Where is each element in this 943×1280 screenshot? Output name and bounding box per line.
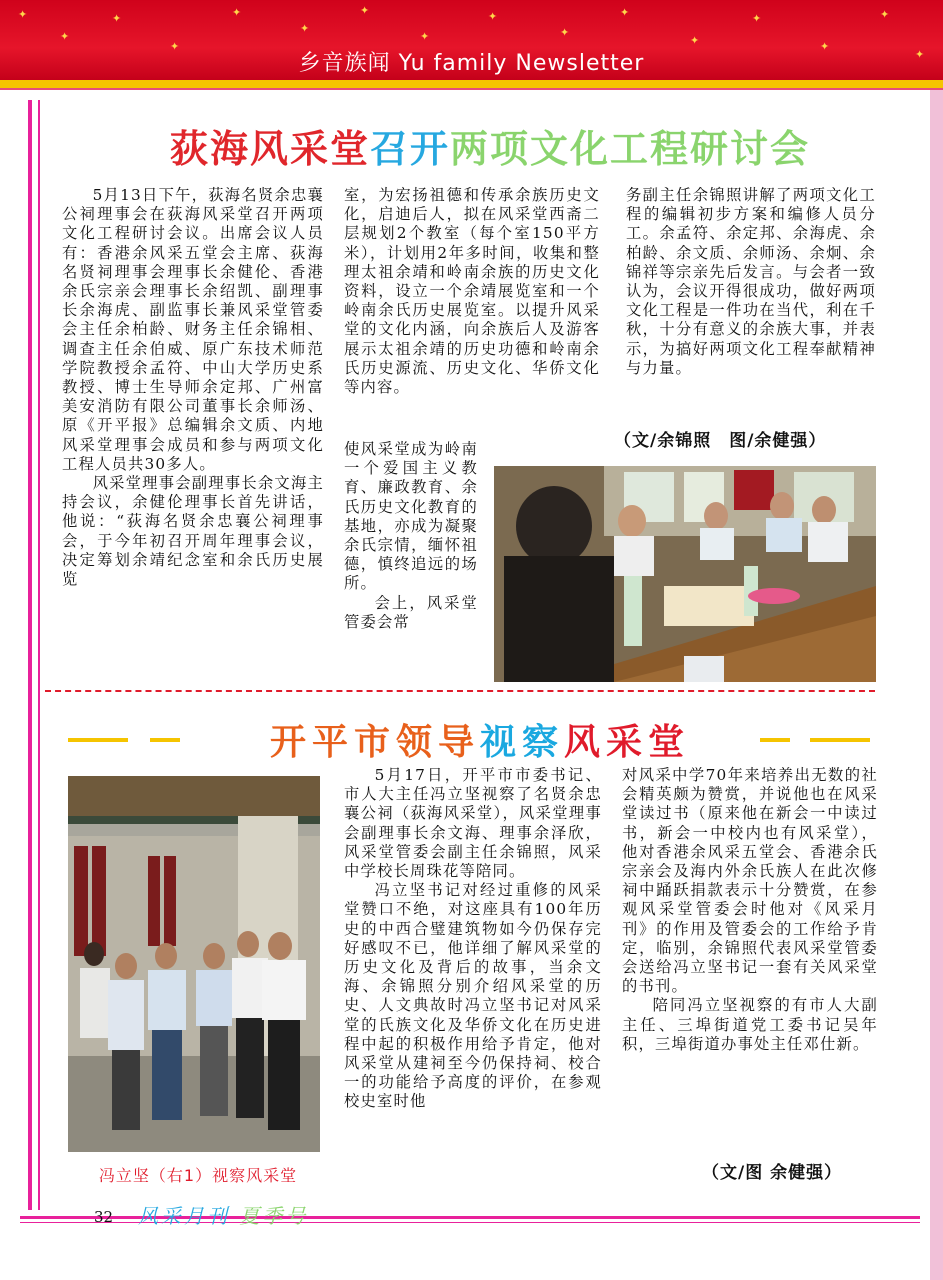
article2-column-2: [344, 766, 602, 1112]
paragraph: 室，为宏扬祖德和传承余族历史文化，启迪后人，拟在风采堂西斋二层规划2个教室（每个室150平方米），计划用2年多时间，收集和整理太祖余靖和岭南余族的历史文化资料，设立一个余靖展览室和一个岭南余氏历史展览室。以提升风采堂的文化内涵，向余族后人及游客展示太祖余靖的历史功德和岭南余氏历史源流、历史文化、华侨文化等内容。: [344, 186, 600, 397]
page-header: ✦ ✦ ✦ ✦ ✦ ✦ ✦ ✦ ✦ ✦ ✦ ✦ ✦ ✦ ✦ ✦ 乡音族闻 Yu family Newsletter: [0, 0, 943, 80]
article1-title: 荻海风采堂召开两项文化工程研讨会: [169, 127, 811, 171]
article2-column-3: [622, 766, 878, 1054]
article1-column-3: [626, 186, 876, 378]
header-pink-rule: [0, 88, 943, 90]
paragraph: 5月13日下午，荻海名贤余忠襄公祠理事会在荻海风采堂召开两项文化工程研讨会议。出席会议人员有：香港余风采五堂会主席、荻海名贤祠理事会理事长余健伦、香港余氏宗亲会理事长余绍凯、副理事长余海虎、副监事长兼风采堂管委会主任余柏龄、财务主任余锦相、调查主任余伯威、原广东技术师范学院教授余孟符、中山大学历史系教授、博士生导师余定邦、广州富美安消防有限公司董事长余师汤、原《开平报》总编辑余文质、内地风采堂理事会成员和参与两项文化工程人员共30多人。: [62, 186, 324, 473]
paragraph: 使风采堂成为岭南一个爱国主义教育、廉政教育、余氏历史文化教育的基地，亦成为凝聚余氏宗情，缅怀祖德，慎终追远的场所。: [344, 440, 478, 593]
photo-caption: 冯立坚（右1）视察风采堂: [98, 1166, 298, 1185]
paragraph: 冯立坚书记对经过重修的风采堂赞口不绝，对这座具有100年历史的中西合璧建筑物如今仍保存完好感叹不已，他详细了解风采堂的历史文化及背后的故事，当余文海、余锦照分别介绍风采堂的历史、人文典故时冯立坚书记对风采堂的氏族文化及华侨文化在历史进程中起的积极作用给予肯定，他对风采堂从建祠至今仍保持祠、校合一的功能给予高度的评价，在参观校史室时他: [344, 881, 602, 1111]
inspection-photo: [68, 776, 320, 1152]
article1-column-2-narrow: [344, 440, 478, 632]
header-gold-rule: [0, 80, 943, 88]
article1-column-1: [62, 186, 324, 589]
page-number: 32: [94, 1208, 114, 1226]
paragraph: 陪同冯立坚视察的有市人大副主任、三埠街道党工委书记吴年积，三埠街道办事处主任邓仕新。: [622, 996, 878, 1053]
section-divider: [45, 690, 875, 692]
article2-title: 开平市领导视察风采堂: [269, 721, 691, 763]
meeting-photo: [494, 466, 876, 682]
left-border-rule-thin: [38, 100, 40, 1210]
paragraph: 5月17日，开平市市委书记、市人大主任冯立坚视察了名贤余忠襄公祠（荻海风采堂），风采堂理事会副理事长余文海、理事余泽欣，风采堂管委会副主任余锦照，风采中学校长周珠花等陪同。: [344, 766, 602, 881]
paragraph: 会上，风采堂管委会常: [344, 593, 478, 631]
paragraph: 务副主任余锦照讲解了两项文化工程的编辑初步方案和编修人员分工。余孟符、余定邦、余海虎、余柏龄、余文质、余师汤、余炯、余锦祥等宗亲先后发言。与会者一致认为，会议开得很成功，做好两项文化工程是一件功在当代，利在千秋，十分有意义的余族大事，并表示，为搞好两项文化工程奉献精神与力量。: [626, 186, 876, 377]
article1-byline: （文/余锦照 图/余健强）: [614, 431, 827, 451]
left-border-rule: [28, 100, 32, 1210]
paragraph: 风采堂理事会副理事长余文海主持会议，余健伦理事长首先讲话，他说：“荻海名贤余忠襄公祠理事会，于今年初召开周年理事会议，决定筹划余靖纪念室和余氏历史展览: [62, 474, 324, 589]
article2-byline: （文/图 余健强）: [702, 1163, 843, 1183]
newsletter-title: 乡音族闻 Yu family Newsletter: [298, 51, 645, 76]
magazine-name: 风采月刊 夏季号: [138, 1204, 309, 1228]
right-border: [930, 90, 943, 1280]
article1-column-2: [344, 186, 600, 397]
paragraph: 对风采中学70年来培养出无数的社会精英颇为赞赏，并说他也在风采堂读过书（原来他在新会一中读过书，新会一中校内也有风采堂），他对香港余风采五堂会、香港余氏宗亲会及海内外余氏族人在此次修祠中踊跃捐款表示十分赞赏，在参观风采堂管委会时他对《风采月刊》的作用及管委会的工作给予肯定，临别，余锦照代表风采堂管委会送给冯立坚书记一套有关风采堂的书刊。: [622, 766, 878, 996]
